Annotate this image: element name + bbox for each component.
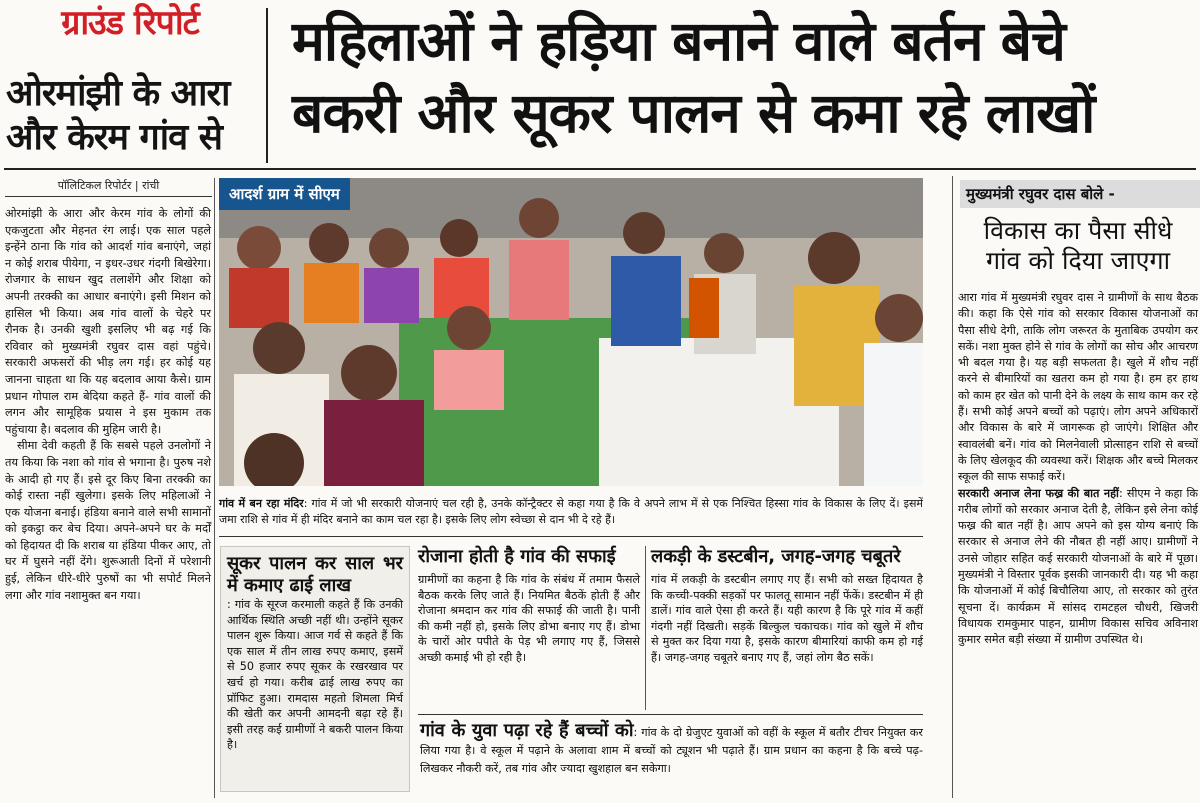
- dustbin-box: [651, 546, 923, 666]
- right-para-2-lead: सरकारी अनाज लेना फख्र की बात नहीं: [958, 486, 1119, 500]
- location-line-2: और केरम गांव से: [6, 117, 222, 158]
- headline-line-1: महिलाओं ने हड़िया बनाने वाले बर्तन बेचे: [292, 9, 1065, 73]
- header-divider: [266, 8, 268, 163]
- right-heading-line-1: विकास का पैसा सीधे: [983, 216, 1173, 245]
- headline-line-2: बकरी और सूकर पालन से कमा रहे लाखों: [292, 81, 1095, 145]
- clean-box-heading: रोजाना होती है गांव की सफाई: [418, 546, 616, 567]
- left-para-2: सीमा देवी कहती हैं कि सबसे पहले उनलोगों ने तय किया कि नशा को गांव से भगाना है। पुरुष नशे के आदी हो गए हैं। इसे दूर किए बिना तरक्की का कोई रास्ता नहीं खुलेगा। इसके लिए महिलाओं ने एक योजना बनाई। हंडिया बनाने वाले सभी सामानों को इकट्ठा कर बेच दिया। अपने-अपने घर के मर्दों को हिदायत दी कि शराब या हंडिया पीकर आए, तो घर में घुसने नहीं देंगे। शुरूआती दिनों में परेशानी हुई, लेकिन धीरे-धीरे पुरुषों का भी सपोर्ट मिलने लगा और गांव नशामुक्त बन गया।: [5, 439, 211, 602]
- right-para-1: आरा गांव में मुख्यमंत्री रघुवर दास ने ग्रामीणों के साथ बैठक की। कहा कि ऐसे गांव को सरकार विकास योजनाओं का पैसा सीधे देगी, ताकि लोग जरूरत के मुताबिक उपयोग कर सकें। नशा मुक्त होने से गांव के लोगों का सोच और आचरण भी बदल गया है। यह बड़ी सफलता है। खुले में शौच नहीं करने से बीमारियों का खतरा कम हो गया है। हम हर हाथ को काम हर खेत को पानी देने के लक्ष्य के साथ काम कर रहे हैं। सभी कोई अपने बच्चों को पढ़ाएं। लोग अपने अधिकारों और विकास के बारे में जागरूक हो जाएंगे। शिक्षित और स्वावलंबी बनें। गांव को मिलनेवाली प्रोत्साहन राशि से बच्चों के लिए खेलकूद की व्यवस्था करें। शिक्षक और बच्चे मिलकर स्कूल की साफ सफाई करें।: [958, 291, 1198, 484]
- mid-box-divider: [645, 546, 646, 710]
- right-para-2: : सीएम ने कहा कि गरीब लोगों को सरकार अनाज देती है, लेकिन इसे लेना कोई फख्र की बात नहीं है। आप अपने को इस योग्य बनाएं कि सरकार से अनाज लेने की नौबत ही नहीं आए। ग्रामीणों ने उनसे जोहार सहित कई सरकारी योजनाओं के बारे में पूछा। मुख्यमंत्री ने विस्तार पूर्वक इसकी जानकारी दी। यह भी कहा कि योजनाओं में कोई बिचौलिया आए, तो सरकार को तुरंत सूचना दें। कार्यक्रम में सांसद रामटहल चौधरी, खिजरी विधायक रामकुमार पाहन, ग्रामीण विकास सचिव अविनाश कुमार समेत बड़ी संख्या में ग्रामीण उपस्थित थे।: [958, 486, 1198, 647]
- left-column-divider: [214, 178, 215, 798]
- pig-box-text: : गांव के सूरज करमाली कहते हैं कि उनकी आर्थिक स्थिति अच्छी नहीं थी। उन्होंने सूकर पालन शुरू किया। आज गर्व से कहते हैं कि एक साल में तीन लाख रुपए कमाए, इसमें से 50 हजार रुपए सूकर के रखरखाव पर खर्च हो गया। करीब ढाई लाख रुपए का प्रॉफिट हुआ। रामदास महतो शिमला मिर्च की खेती कर अपनी आमदनी बढ़ा रहे हैं। इसी तरह कई ग्रामीणों ने बकरी पालन किया है।: [227, 598, 403, 752]
- photo-illustration: [219, 178, 923, 486]
- location-line-1: ओरमांझी के आरा: [6, 73, 230, 114]
- right-column-divider: [952, 176, 953, 798]
- byline: पॉलिटिकल रिपोर्टर | रांची: [57, 179, 160, 192]
- youth-box-text: : गांव के दो ग्रेजुएट युवाओं को वहीं के स्कूल में बतौर टीचर नियुक्त कर लिया गया है। वे स्कूल में पढ़ाने के अलावा शाम में बच्चों को ट्यूशन भी पढ़ाते हैं। ग्राम प्रधान का कहना है कि बच्चे पढ़-लिखकर नौकरी करें, तब गांव और ज्यादा खुशहाल बन सकेगा।: [420, 726, 923, 775]
- dustbin-box-text: गांव में लकड़ी के डस्टबीन लगाए गए हैं। सभी को सख्त हिदायत है कि कच्ची-पक्की सड़कों पर फालतू सामान नहीं फेंकें। डस्टबीन में ही डालें। गांव वाले ऐसा ही करते हैं। यही कारण है कि पूरे गांव में कहीं गंदगी नहीं दिखती। सड़कें बिल्कुल चकाचक। गांव को खुले में शौच से मुक्त कर दिया गया है, इसके कारण बीमारियां काफी कम हो गई हैं। जगह-जगह चबूतरे बनाए गए हैं, जहां लोग बैठ सकें।: [651, 573, 923, 664]
- youth-box-rule: [418, 714, 923, 715]
- pig-box-heading: सूकर पालन कर साल भर में कमाए ढाई लाख: [227, 553, 403, 596]
- photo-caption: [219, 496, 923, 528]
- cm-meeting-photo: [219, 178, 923, 486]
- header-rule: [4, 168, 1196, 170]
- dustbin-box-heading: लकड़ी के डस्टबीन, जगह-जगह चबूतरे: [651, 546, 901, 567]
- ground-report-kicker: ग्राउंड रिपोर्ट: [61, 3, 199, 43]
- caption-lead: गांव में बन रहा मंदिर: [219, 497, 304, 510]
- youth-box-body: [420, 720, 923, 778]
- youth-box-heading: गांव के युवा पढ़ा रहे हैं बच्चों को: [420, 720, 634, 741]
- photo-tag: आदर्श ग्राम में सीएम: [219, 178, 350, 210]
- clean-box-text: ग्रामीणों का कहना है कि गांव के संबंध में तमाम फैसले बैठक करके लिए जाते हैं। नियमित बैठकें होती हैं और रोजाना श्रमदान कर गांव की सफाई की जाती है। पानी की कमी नहीं हो, इसके लिए डोभा बनाए गए हैं। डोभा के चारों ओर पपीते के पेड़ भी लगाए गए हैं, जिससे अच्छी कमाई भी हो रही है।: [418, 573, 640, 664]
- pig-box-body: [227, 553, 403, 753]
- cleanliness-box: [418, 546, 640, 666]
- left-para-1: ओरमांझी के आरा और केरम गांव के लोगों की एकजुटता और मेहनत रंग लाई। एक साल पहले इन्हेंने ठाना कि गांव को आदर्श गांव बनाएंगे, जहां न कोई शराब पीयेगा, न इधर-उधर गंदगी बिखेरेगा। रोजगार के साधन खुद तलाशेंगे और शिक्षा को अपनी तरक्की का आधार बनाएंगे। इसी मिशन को हासिल भी किया। अब गांव वालों के चेहरे पर रौनक है। उनकी खुशी इसलिए भी बढ़ गई कि रविवार को मुख्यमंत्री रघुवर दास वहां पहुंचे। सरकारी अफसरों की भीड़ लग गई। हर कोई यह जानना चाहता था कि यह बदलाव आया कैसे। ग्राम प्रधान गोपाल राम बेदिया कहते हैं- गांव वालों की लगन और सामूहिक प्रयास ने इस मुकाम तक पहुंचाया है। बदलाव की मुहिम जारी है।: [5, 207, 211, 436]
- caption-rule: [219, 536, 923, 537]
- left-column-article: [5, 206, 211, 604]
- right-heading-line-2: गांव को दिया जाएगा: [985, 246, 1171, 275]
- pig-rearing-box: [220, 546, 410, 792]
- caption-text: : गांव में जो भी सरकारी योजनाएं चल रही है, उनके कॉन्ट्रैक्टर से कहा गया है कि वे अपने लाभ में से एक निश्चित हिस्सा गांव के विकास के लिए दें। इसमें जमा राशि से गांव में ही मंदिर बनाने का काम चल रहा है। इसके लिए लोग स्वेच्छा से दान भी दे रहे हैं।: [219, 497, 923, 526]
- youth-teaching-box: [420, 720, 923, 778]
- cm-quote-kicker: मुख्यमंत्री रघुवर दास बोले -: [960, 180, 1200, 208]
- right-column-article: [958, 290, 1198, 649]
- byline-rule: [5, 196, 212, 197]
